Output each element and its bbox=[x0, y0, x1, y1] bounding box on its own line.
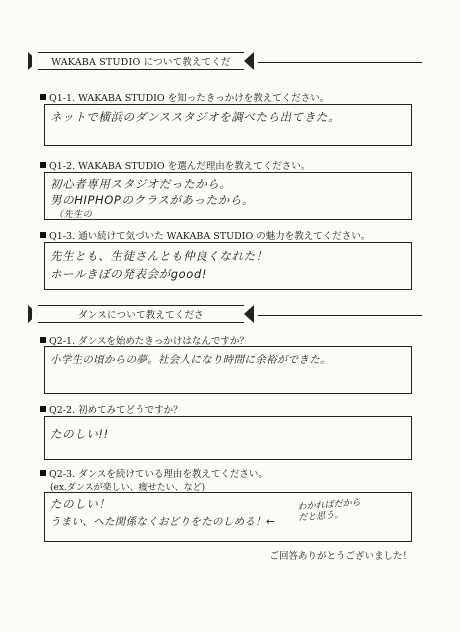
section1-banner-text: WAKABA STUDIO について教えてくだ bbox=[51, 57, 231, 68]
bullet-square-icon bbox=[40, 162, 46, 168]
bullet-square-icon bbox=[40, 470, 46, 476]
question-q1-2 bbox=[40, 158, 310, 172]
question-q1-3-label: Q1-3. 通い続けて気づいた WAKABA STUDIO の魅力を教えてください。 bbox=[49, 231, 371, 242]
question-q2-2-label: Q2-2. 初めてみてどうですか？ bbox=[49, 405, 183, 416]
answer-q1-2-line1: 初心者専用スタジオだったから。 bbox=[50, 177, 232, 191]
question-q1-3 bbox=[40, 228, 370, 242]
bullet-square-icon bbox=[40, 337, 46, 343]
question-q2-2 bbox=[40, 402, 183, 416]
section1-banner bbox=[38, 52, 244, 70]
section1-banner-rule bbox=[258, 62, 422, 63]
answer-q1-2-line2: 男のHIPHOPのクラスがあったから。 bbox=[50, 193, 255, 207]
bullet-square-icon bbox=[40, 406, 46, 412]
question-q2-1-label: Q2-1. ダンスを始めたきっかけはなんですか？ bbox=[49, 336, 249, 347]
question-q1-1 bbox=[40, 90, 329, 104]
question-q2-3-label: Q2-3. ダンスを続けている理由を教えてください。 bbox=[49, 469, 268, 480]
question-q1-1-label: Q1-1. WAKABA STUDIO を知ったきっかけを教えてください。 bbox=[49, 93, 330, 104]
answer-q1-1: ネットで横浜のダンススタジオを調べたら出てきた。 bbox=[50, 110, 341, 124]
question-q2-3-hint: (ex.ダンスが楽しい、痩せたい、など) bbox=[50, 483, 206, 493]
question-q1-2-label: Q1-2. WAKABA STUDIO を選んだ理由を教えてください。 bbox=[49, 161, 311, 172]
bullet-square-icon bbox=[40, 232, 46, 238]
answer-q1-2-line3: （先生の bbox=[54, 210, 93, 220]
section2-banner bbox=[38, 305, 244, 323]
thanks-message: ご回答ありがとうございました！ bbox=[269, 551, 412, 562]
answer-q2-3-line1: たのしい！ bbox=[50, 497, 111, 511]
question-q2-1 bbox=[40, 333, 249, 347]
answer-q2-2: たのしい!! bbox=[50, 427, 109, 441]
answer-q2-3-line2: うまい、へた関係なくおどりをたのしめる！← bbox=[50, 516, 276, 528]
answer-q2-3-side-note: わかればだからだと思う。 bbox=[297, 498, 361, 524]
answer-q1-3-line2: ホールきぼの発表会がgood! bbox=[50, 267, 208, 281]
section2-banner-text: ダンスについて教えてくださ bbox=[78, 310, 204, 321]
answer-q2-1: 小学生の頃からの夢。社会人になり時間に余裕ができた。 bbox=[50, 354, 331, 366]
bullet-square-icon bbox=[40, 94, 46, 100]
section2-banner-rule bbox=[258, 315, 422, 316]
question-q2-3 bbox=[40, 466, 268, 480]
answer-q1-3-line1: 先生とも、生徒さんとも仲良くなれた！ bbox=[50, 249, 268, 263]
